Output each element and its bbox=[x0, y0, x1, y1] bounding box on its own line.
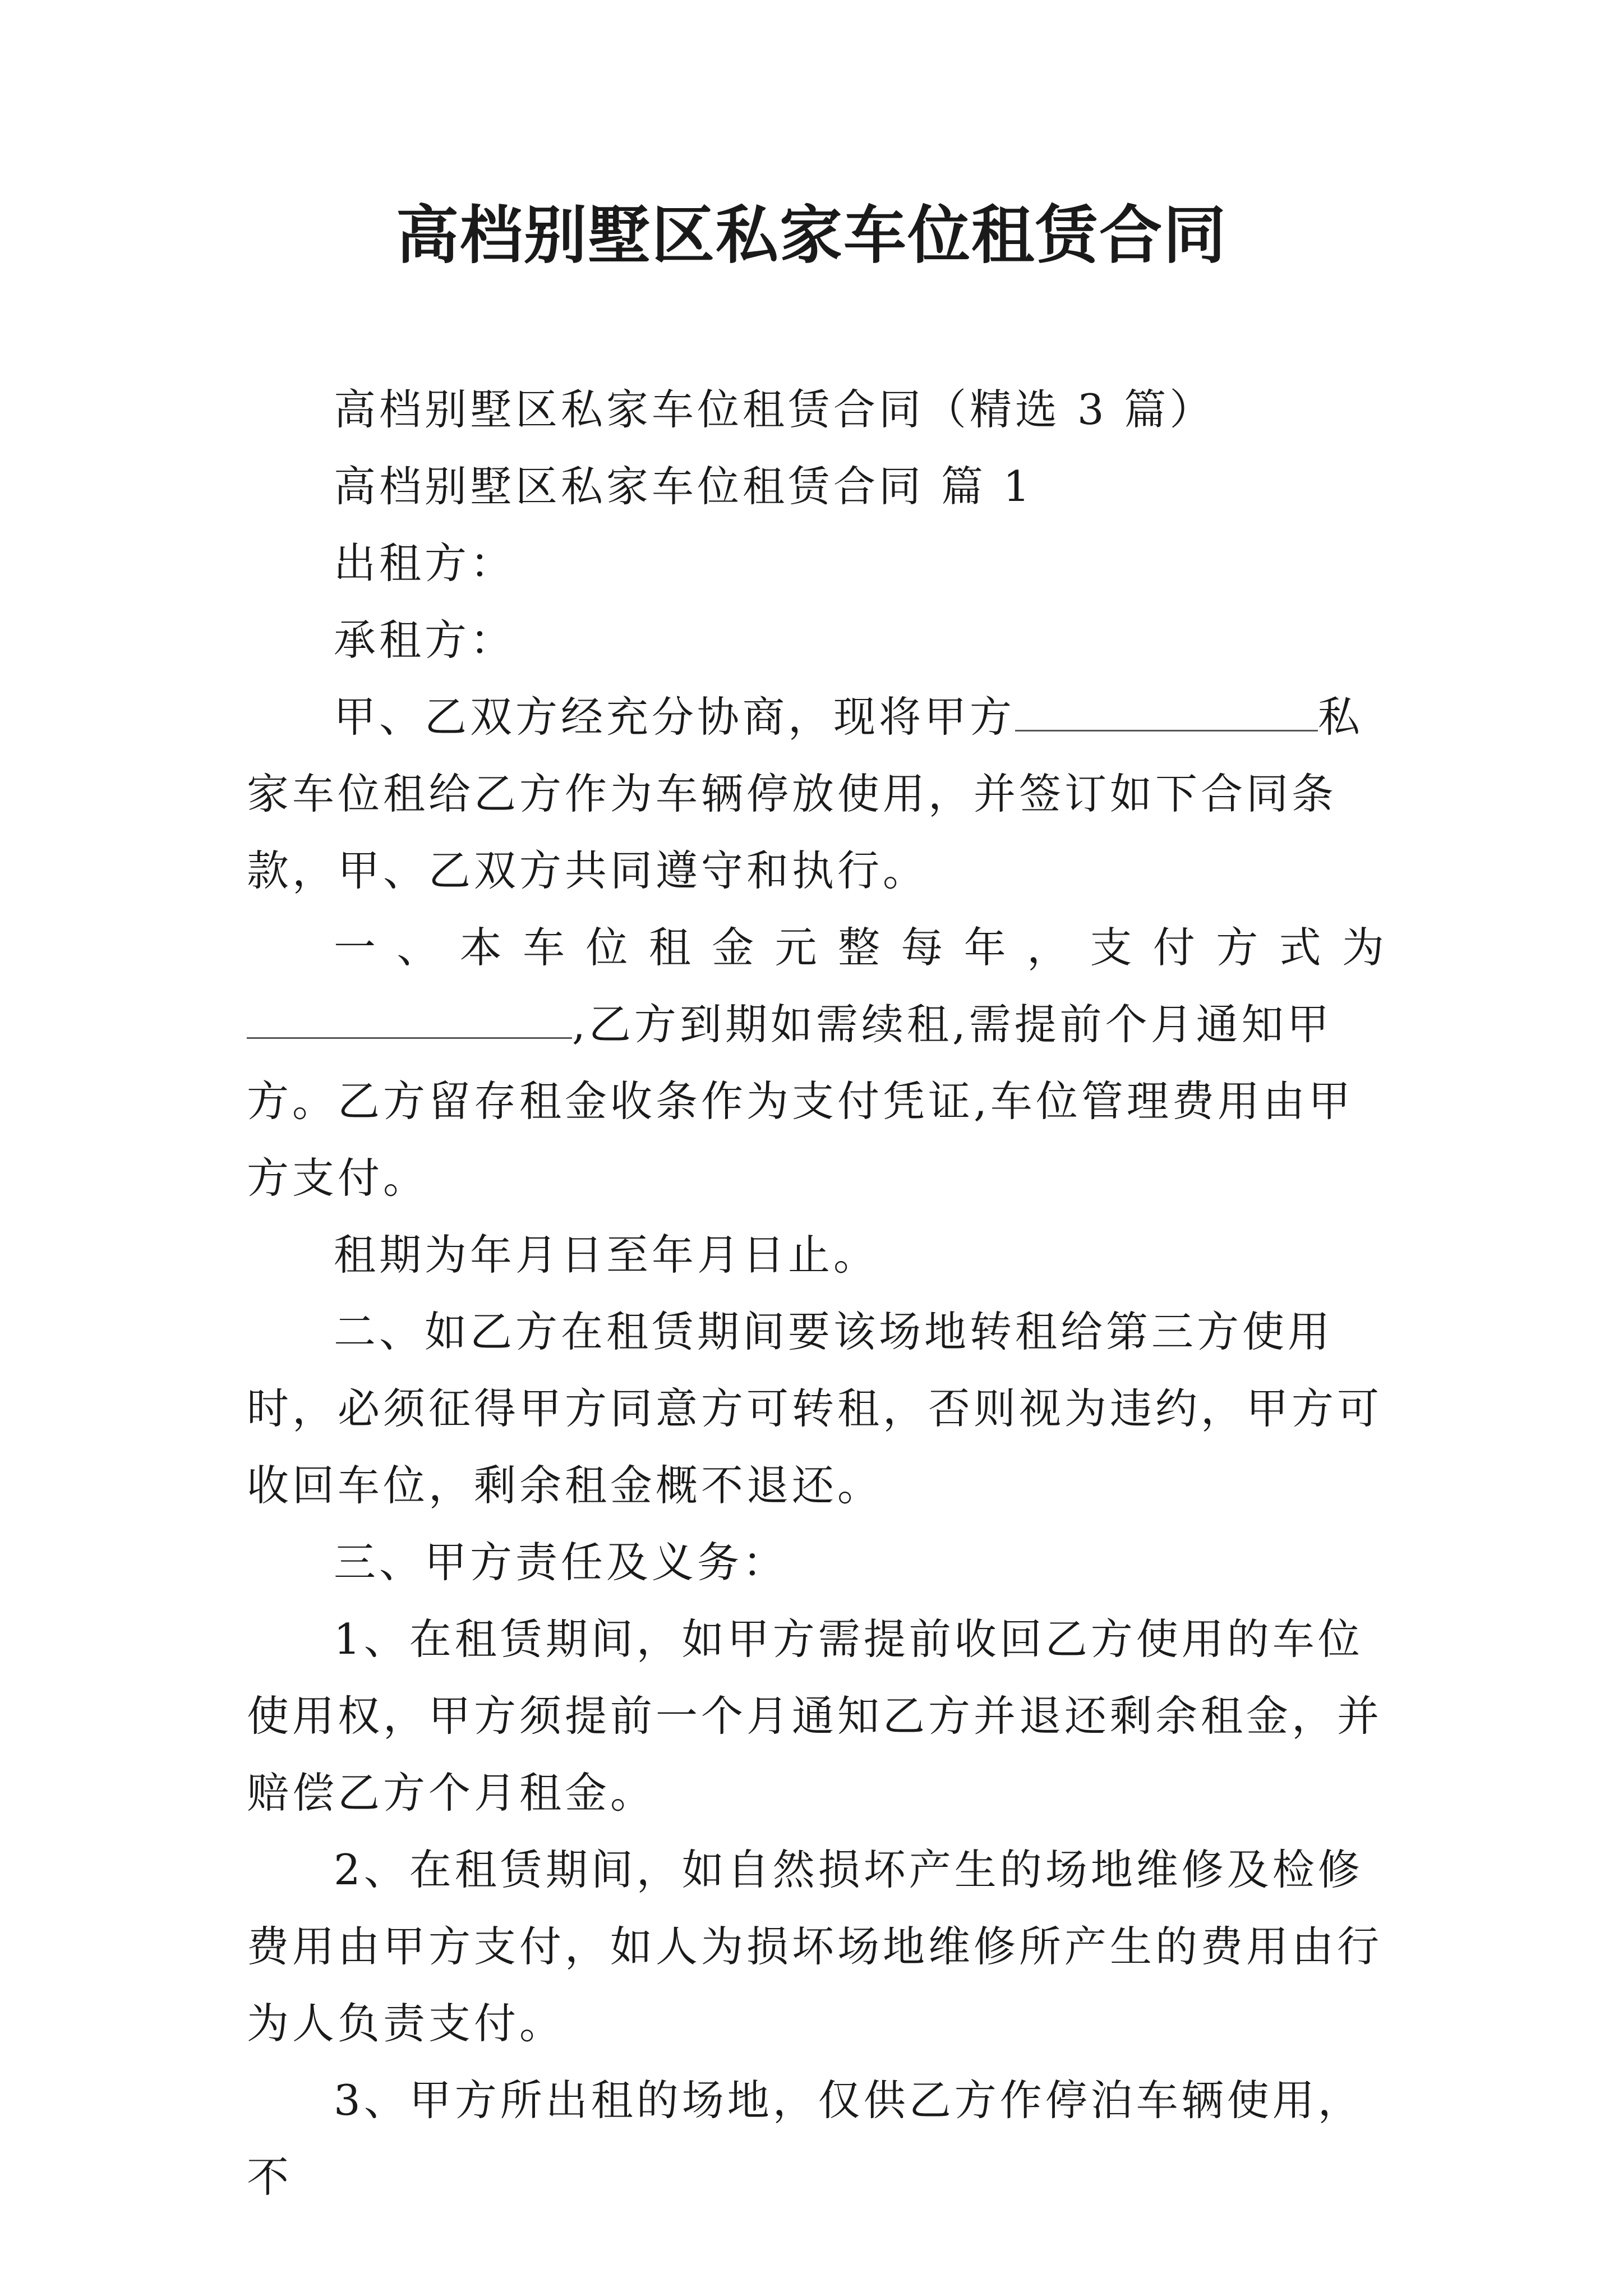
document-subtitle: 高档别墅区私家车位租赁合同（精选 3 篇） bbox=[334, 385, 1215, 434]
intro-text-part2: 私家车位租给乙方作为车辆停放使用，并签订如下合同条款，甲、乙双方共同遵守和执行。 bbox=[247, 692, 1364, 895]
clause-2: 二、如乙方在租赁期间要该场地转租给第三方使用时，必须征得甲方同意方可转租，否则视为违约，甲方可收回车位，剩余租金概不退还。 bbox=[247, 1307, 1383, 1510]
lease-term: 租期为年月日至年月日止。 bbox=[334, 1230, 879, 1280]
clause-1-line-1: 一、本车位租金元整每年，支付方式为 bbox=[334, 923, 1387, 972]
section-heading: 高档别墅区私家车位租赁合同 篇 1 bbox=[334, 462, 1034, 511]
clause-3-item-2: 2、在租赁期间，如自然损坏产生的场地维修及检修费用由甲方支付，如人为损坏场地维修所产生的费用由行为人负责支付。 bbox=[247, 1845, 1383, 2048]
clause-1-paragraph bbox=[247, 986, 1387, 1217]
clause-3-item-3: 3、甲方所出租的场地，仅供乙方作停泊车辆使用，不 bbox=[247, 2076, 1363, 2202]
clause-1-text: ,乙方到期如需续租,需提前个月通知甲方。乙方留存租金收条作为支付凭证,车位管理费用由甲方支付。 bbox=[247, 1000, 1354, 1203]
lessee-label: 承租方： bbox=[334, 615, 516, 665]
lessor-label: 出租方： bbox=[334, 539, 516, 588]
document-title: 高档别墅区私家车位租赁合同 bbox=[396, 199, 1227, 272]
document-body bbox=[247, 371, 1387, 2216]
payment-method-blank bbox=[247, 1002, 572, 1039]
intro-text-part1: 甲、乙双方经充分协商，现将甲方 bbox=[334, 692, 1016, 742]
clause-3-heading: 三、甲方责任及义务： bbox=[334, 1538, 789, 1587]
clause-3-item-1: 1、在租赁期间，如甲方需提前收回乙方使用的车位使用权，甲方须提前一个月通知乙方并退还剩余租金，并赔偿乙方个月租金。 bbox=[247, 1614, 1383, 1818]
parking-space-blank bbox=[1015, 695, 1318, 731]
intro-paragraph bbox=[247, 679, 1387, 909]
